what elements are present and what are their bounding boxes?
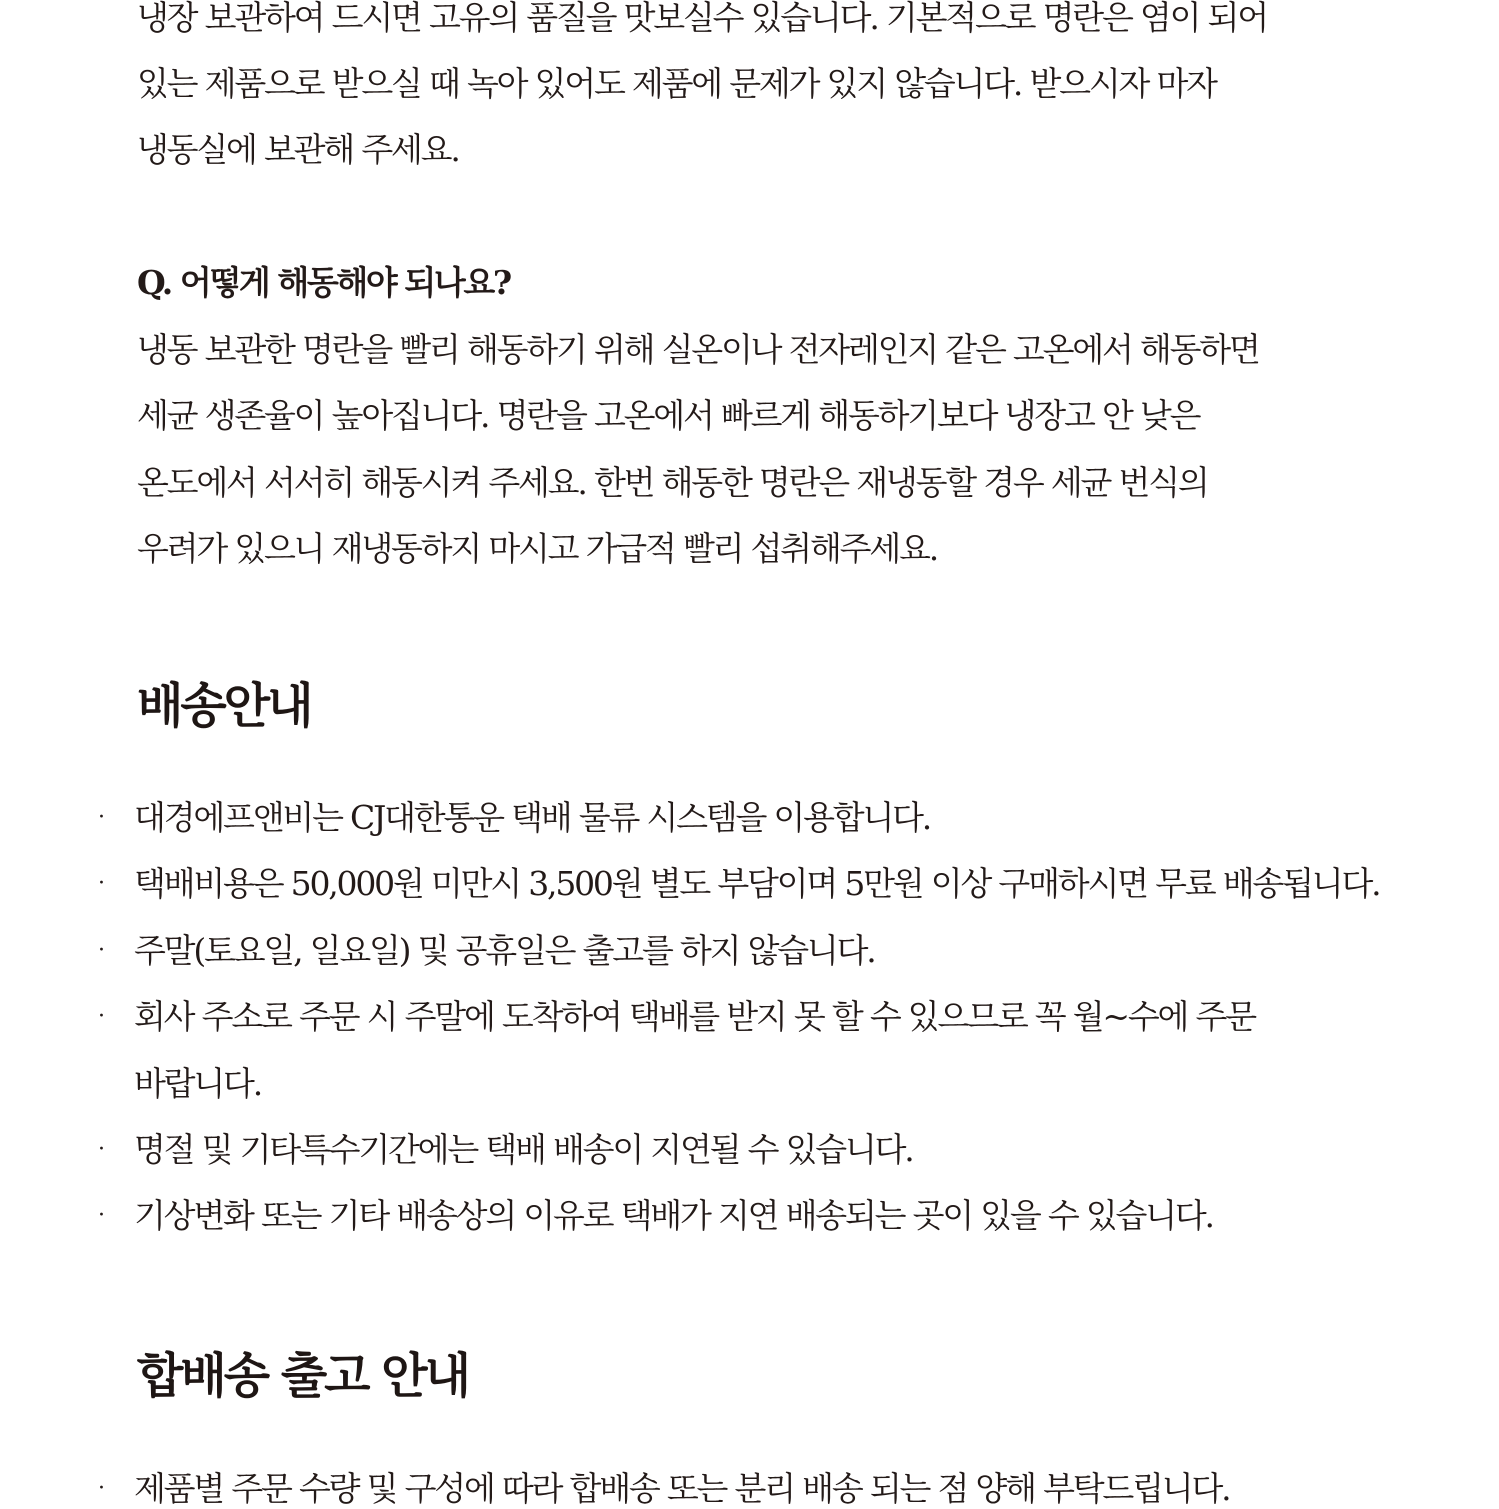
list-item-text: 대경에프앤비는 CJ대한통운 택배 물류 시스템을 이용합니다. — [134, 798, 931, 837]
list-item-text: 명절 및 기타특수기간에는 택배 배송이 지연될 수 있습니다. — [134, 1130, 913, 1169]
faq-answer-line: 냉동 보관한 명란을 빨리 해동하기 위해 실온이나 전자레인지 같은 고온에서 해동하면 — [137, 330, 1259, 369]
list-item-text: 제품별 주문 수량 및 구성에 따라 합배송 또는 분리 배송 되는 점 양해 부탁드립니다. — [134, 1469, 1230, 1508]
section-title-shipping: 배송안내 — [137, 678, 311, 734]
bullet-dot-icon: · — [98, 1203, 103, 1228]
faq-answer-line: 온도에서 서서히 해동시켜 주세요. 한번 해동한 명란은 재냉동할 경우 세균 번식의 — [137, 463, 1208, 502]
list-item-text: 주말(토요일, 일요일) 및 공휴일은 출고를 하지 않습니다. — [134, 931, 875, 970]
bullet-dot-icon: · — [98, 871, 103, 896]
bullet-dot-icon: · — [98, 1137, 103, 1162]
faq-question: Q. 어떻게 해동해야 되나요? — [137, 263, 510, 302]
faq-answer-line: 우려가 있으니 재냉동하지 마시고 가급적 빨리 섭취해주세요. — [137, 529, 937, 568]
section-title-combined-shipping: 합배송 출고 안내 — [137, 1348, 468, 1404]
bullet-dot-icon: · — [98, 938, 103, 963]
list-item-continuation: 바랍니다. — [134, 1064, 262, 1103]
storage-line: 냉장 보관하여 드시면 고유의 품질을 맛보실수 있습니다. 기본적으로 명란은 염이 되어 — [137, 0, 1267, 37]
faq-answer-line: 세균 생존율이 높아집니다. 명란을 고온에서 빠르게 해동하기보다 냉장고 안 낮은 — [137, 396, 1200, 435]
list-item-text: 택배비용은 50,000원 미만시 3,500원 별도 부담이며 5만원 이상 구매하시면 무료 배송됩니다. — [134, 864, 1380, 903]
list-item-text: 기상변화 또는 기타 배송상의 이유로 택배가 지연 배송되는 곳이 있을 수 있습니다. — [134, 1196, 1213, 1235]
storage-line: 냉동실에 보관해 주세요. — [137, 130, 459, 169]
bullet-dot-icon: · — [98, 1004, 103, 1029]
bullet-dot-icon: · — [98, 805, 103, 830]
storage-line: 있는 제품으로 받으실 때 녹아 있어도 제품에 문제가 있지 않습니다. 받으시자 마자 — [137, 64, 1216, 103]
bullet-dot-icon: · — [98, 1476, 103, 1501]
list-item-text: 회사 주소로 주문 시 주말에 도착하여 택배를 받지 못 할 수 있으므로 꼭 월~수에 주문 — [134, 997, 1255, 1036]
